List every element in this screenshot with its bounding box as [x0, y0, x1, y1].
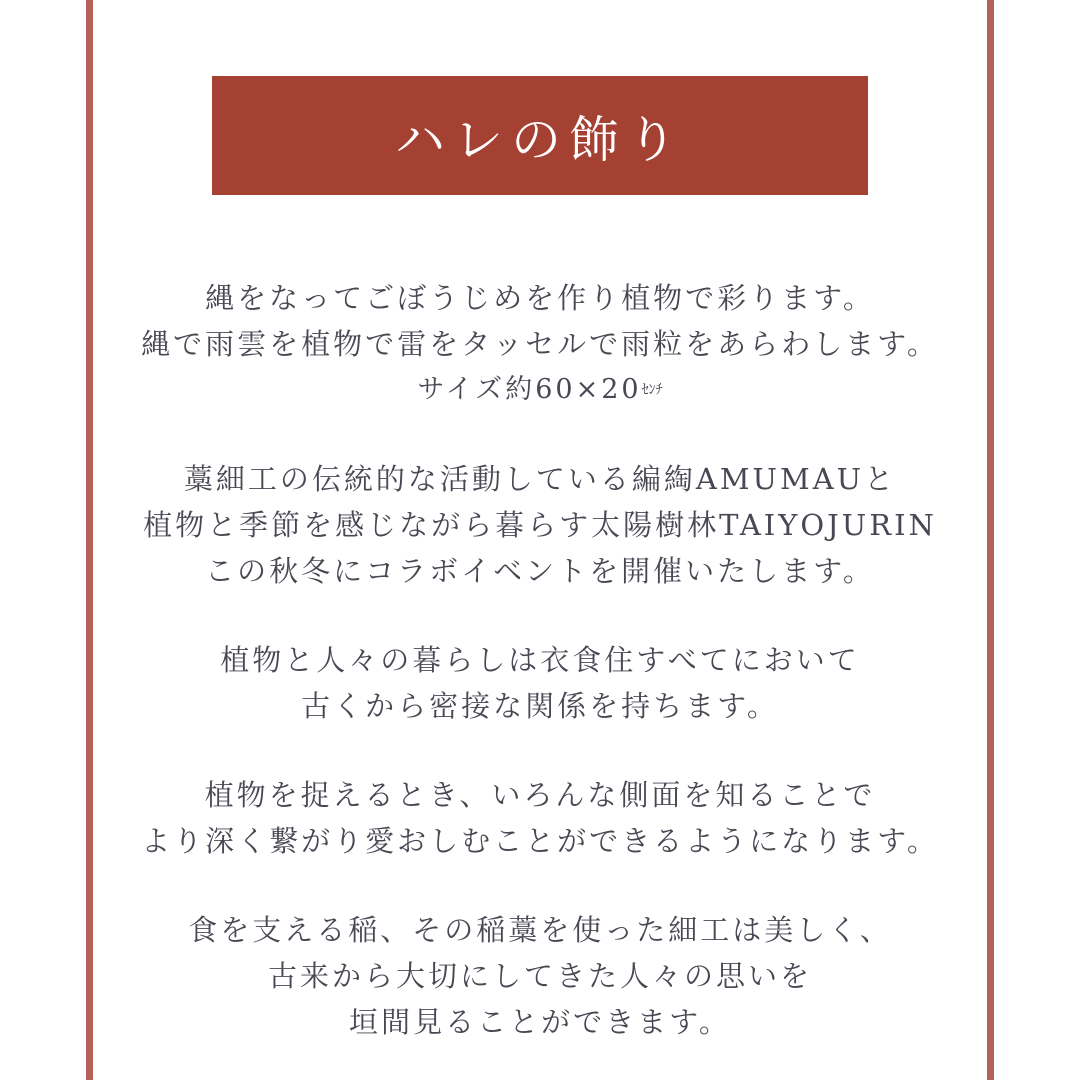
size-text: サイズ約60×20	[417, 374, 642, 405]
body-text	[100, 275, 980, 1088]
paragraph-plants-life	[100, 637, 980, 729]
size-unit: ｾﾝﾁ	[641, 382, 663, 398]
paragraph-description	[100, 275, 980, 413]
page-title: ハレの飾り	[395, 110, 685, 169]
text-line: より深く繋がり愛おしむことができるようになります。	[141, 824, 939, 858]
text-line: 植物を捉えるとき、いろんな側面を知ることで	[204, 778, 876, 812]
left-border-line	[86, 0, 93, 1080]
text-line: 垣間見ることができます。	[349, 1005, 731, 1039]
text-line: 古くから密接な関係を持ちます。	[301, 689, 779, 723]
text-line: 縄をなってごぼうじめを作り植物で彩ります。	[205, 281, 875, 315]
text-line: 古来から大切にしてきた人々の思いを	[267, 959, 812, 993]
text-line: 縄で雨雲を植物で雷をタッセルで雨粒をあらわします。	[141, 327, 939, 361]
text-line: 食を支える稲、その稲藁を使った細工は美しく、	[188, 913, 892, 947]
paragraph-rice-straw	[100, 907, 980, 1045]
size-line	[100, 367, 980, 413]
title-banner	[212, 76, 868, 195]
text-line: 藁細工の伝統的な活動している編綯AMUMAUと	[183, 462, 897, 496]
text-line: 植物と人々の暮らしは衣食住すべてにおいて	[220, 643, 860, 677]
paragraph-connection	[100, 772, 980, 864]
paragraph-collaboration	[100, 456, 980, 594]
text-line: 植物と季節を感じながら暮らす太陽樹林TAIYOJURIN	[143, 508, 937, 542]
right-border-line	[987, 0, 994, 1080]
text-line: この秋冬にコラボイベントを開催いたします。	[205, 554, 875, 588]
